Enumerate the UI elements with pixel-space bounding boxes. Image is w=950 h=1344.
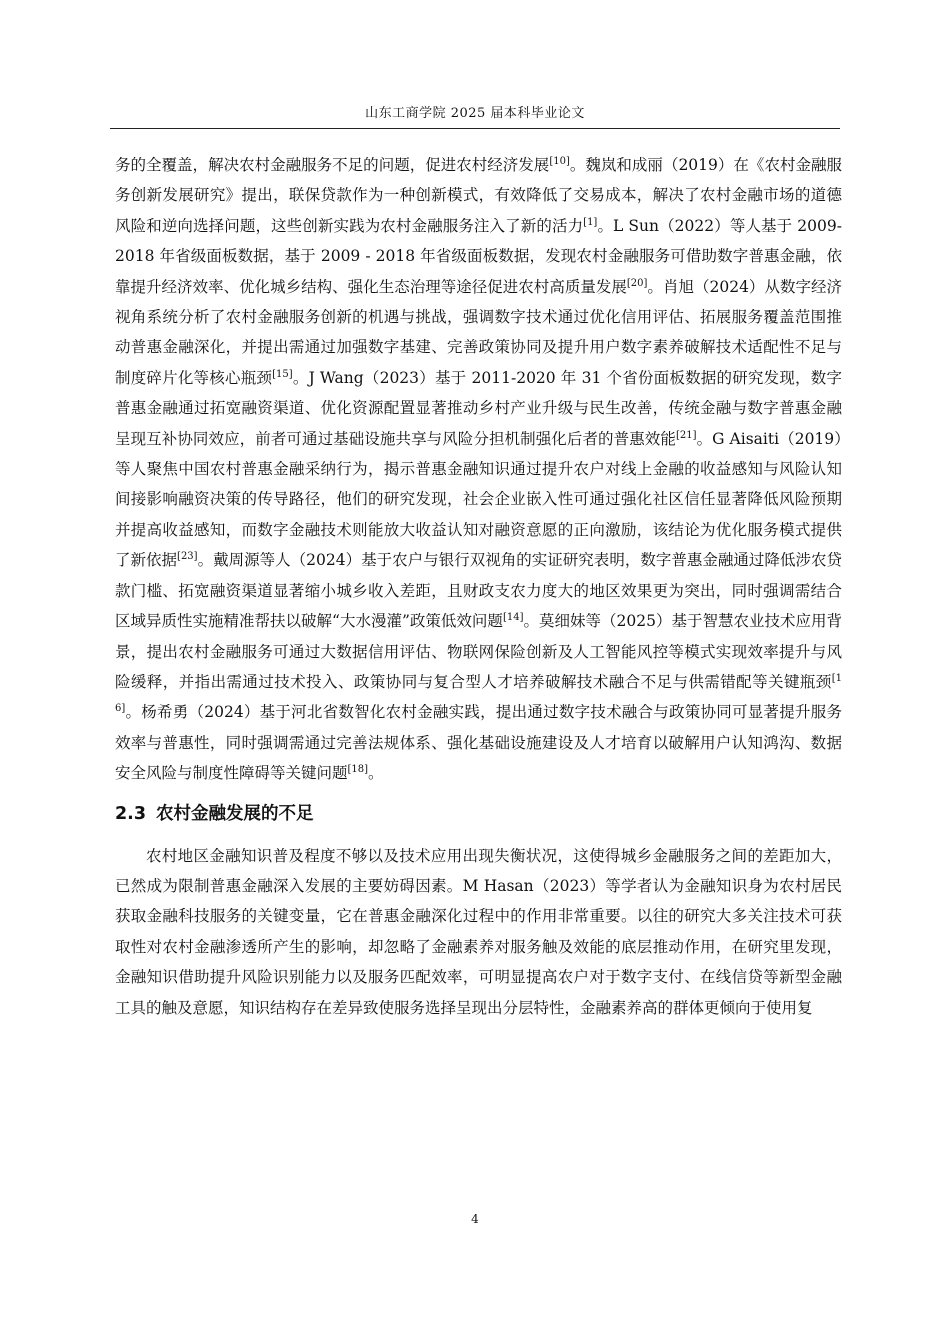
text-run: 。肖旭（2024）从数字经济视角系统分析了农村金融服务创新的机遇与挑战，强调数字技术通过优化信用评估、拓展服务覆盖范围推动普惠金融深化，并提出需通过加强数字基建、完善政策协同及提升用户数字素养破解技术适配性不足与制度碎片化等核心瓶颈 — [115, 277, 842, 387]
text-run: 。杨希勇（2024）基于河北省数智化农村金融实践，提出通过数字技术融合与政策协同可显著提升服务效率与普惠性，同时强调需通过完善法规体系、强化基础设施建设及人才培育以破解用户认知鸿沟、数据安全风险与制度性障碍等关键问题 — [115, 703, 842, 783]
citation: [14] — [502, 611, 524, 623]
citation: [21] — [675, 429, 697, 441]
paragraph-literature-review — [115, 150, 842, 789]
section-heading — [115, 801, 842, 827]
section-title: 农村金融发展的不足 — [156, 803, 314, 824]
section-number: 2.3 — [115, 803, 147, 824]
paragraph-shortcomings: 农村地区金融知识普及程度不够以及技术应用出现失衡状况，这使得城乡金融服务之间的差距加大，已然成为限制普惠金融深入发展的主要妨碍因素。M Hasan（2023）等学者认为金融知识身为农村居民获取金融科技服务的关键变量，它在普惠金融深化过程中的作用非常重要。以往的研究大多关注技术可获取性对农村金融渗透所产生的影响，却忽略了金融素养对服务触及效能的底层推动作用，在研究里发现，金融知识借助提升风险识别能力以及服务匹配效率，可明显提高农户对于数字支付、在线信贷等新型金融工具的触及意愿，知识结构存在差异致使服务选择呈现出分层特性，金融素养高的群体更倾向于使用复 — [115, 846, 842, 1017]
text-run: 。莫细妹等（2025）基于智慧农业技术应用背景，提出农村金融服务可通过大数据信用评估、物联网保险创新及人工智能风控等模式实现效率提升与风险缓释，并指出需通过技术投入、政策协同与复合型人才培养破解技术融合不足与供需错配等关键瓶颈 — [115, 612, 842, 691]
citation: [16] — [115, 672, 842, 715]
citation: [20] — [626, 277, 648, 289]
running-header: 山东工商学院 2025 届本科毕业论文 — [365, 106, 585, 121]
text-run: 。L Sun（2022）等人基于 2009-2018 年省级面板数据，基于 2009 - 2018 年省级面板数据，发现农村金融服务可借助数字普惠金融，依靠提升经济效率、优化城乡结构、强化生态治理等途径促进农村高质量发展 — [115, 216, 842, 296]
header-divider — [110, 128, 840, 129]
citation: [1] — [583, 216, 598, 228]
text-run: 务的全覆盖，解决农村金融服务不足的问题，促进农村经济发展 — [115, 156, 550, 174]
text-run: 。戴周源等人（2024）基于农户与银行双视角的实证研究表明，数字普惠金融通过降低涉农贷款门槛、拓宽融资渠道显著缩小城乡收入差距，且财政支农力度大的地区效果更为突出，同时强调需结合区域异质性实施精准帮扶以破解“大水漫灌”政策低效问题 — [115, 551, 842, 631]
page-number: 4 — [471, 1212, 479, 1226]
text-run: 。魏岚和成丽（2019）在《农村金融服务创新发展研究》提出，联保贷款作为一种创新模式，有效降低了交易成本，解决了农村金融市场的道德风险和逆向选择问题，这些创新实践为农村金融服务注入了新的活力 — [115, 156, 842, 235]
citation: [15] — [272, 368, 293, 380]
text-run: 。J Wang（2023）基于 2011-2020 年 31 个省份面板数据的研究发现，数字普惠金融通过拓宽融资渠道、优化资源配置显著推动乡村产业升级与民生改善，传统金融与数字普惠金融呈现互补协同效应，前者可通过基础设施共享与风险分担机制强化后者的普惠效能 — [115, 368, 842, 448]
text-run: 。G Aisaiti（2019）等人聚焦中国农村普惠金融采纳行为，揭示普惠金融知识通过提升农户对线上金融的收益感知与风险认知间接影响融资决策的传导路径，他们的研究发现，社会企业嵌入性可通过强化社区信任显著降低风险预期并提高收益感知，而数字金融技术则能放大收益认知对融资意愿的正向激励，该结论为优化服务模式提供了新依据 — [115, 429, 842, 570]
citation: [23] — [177, 551, 198, 563]
citation: [18] — [347, 763, 369, 775]
citation: [10] — [549, 155, 570, 167]
main-text — [115, 150, 842, 1023]
text-run: 。 — [368, 764, 384, 783]
